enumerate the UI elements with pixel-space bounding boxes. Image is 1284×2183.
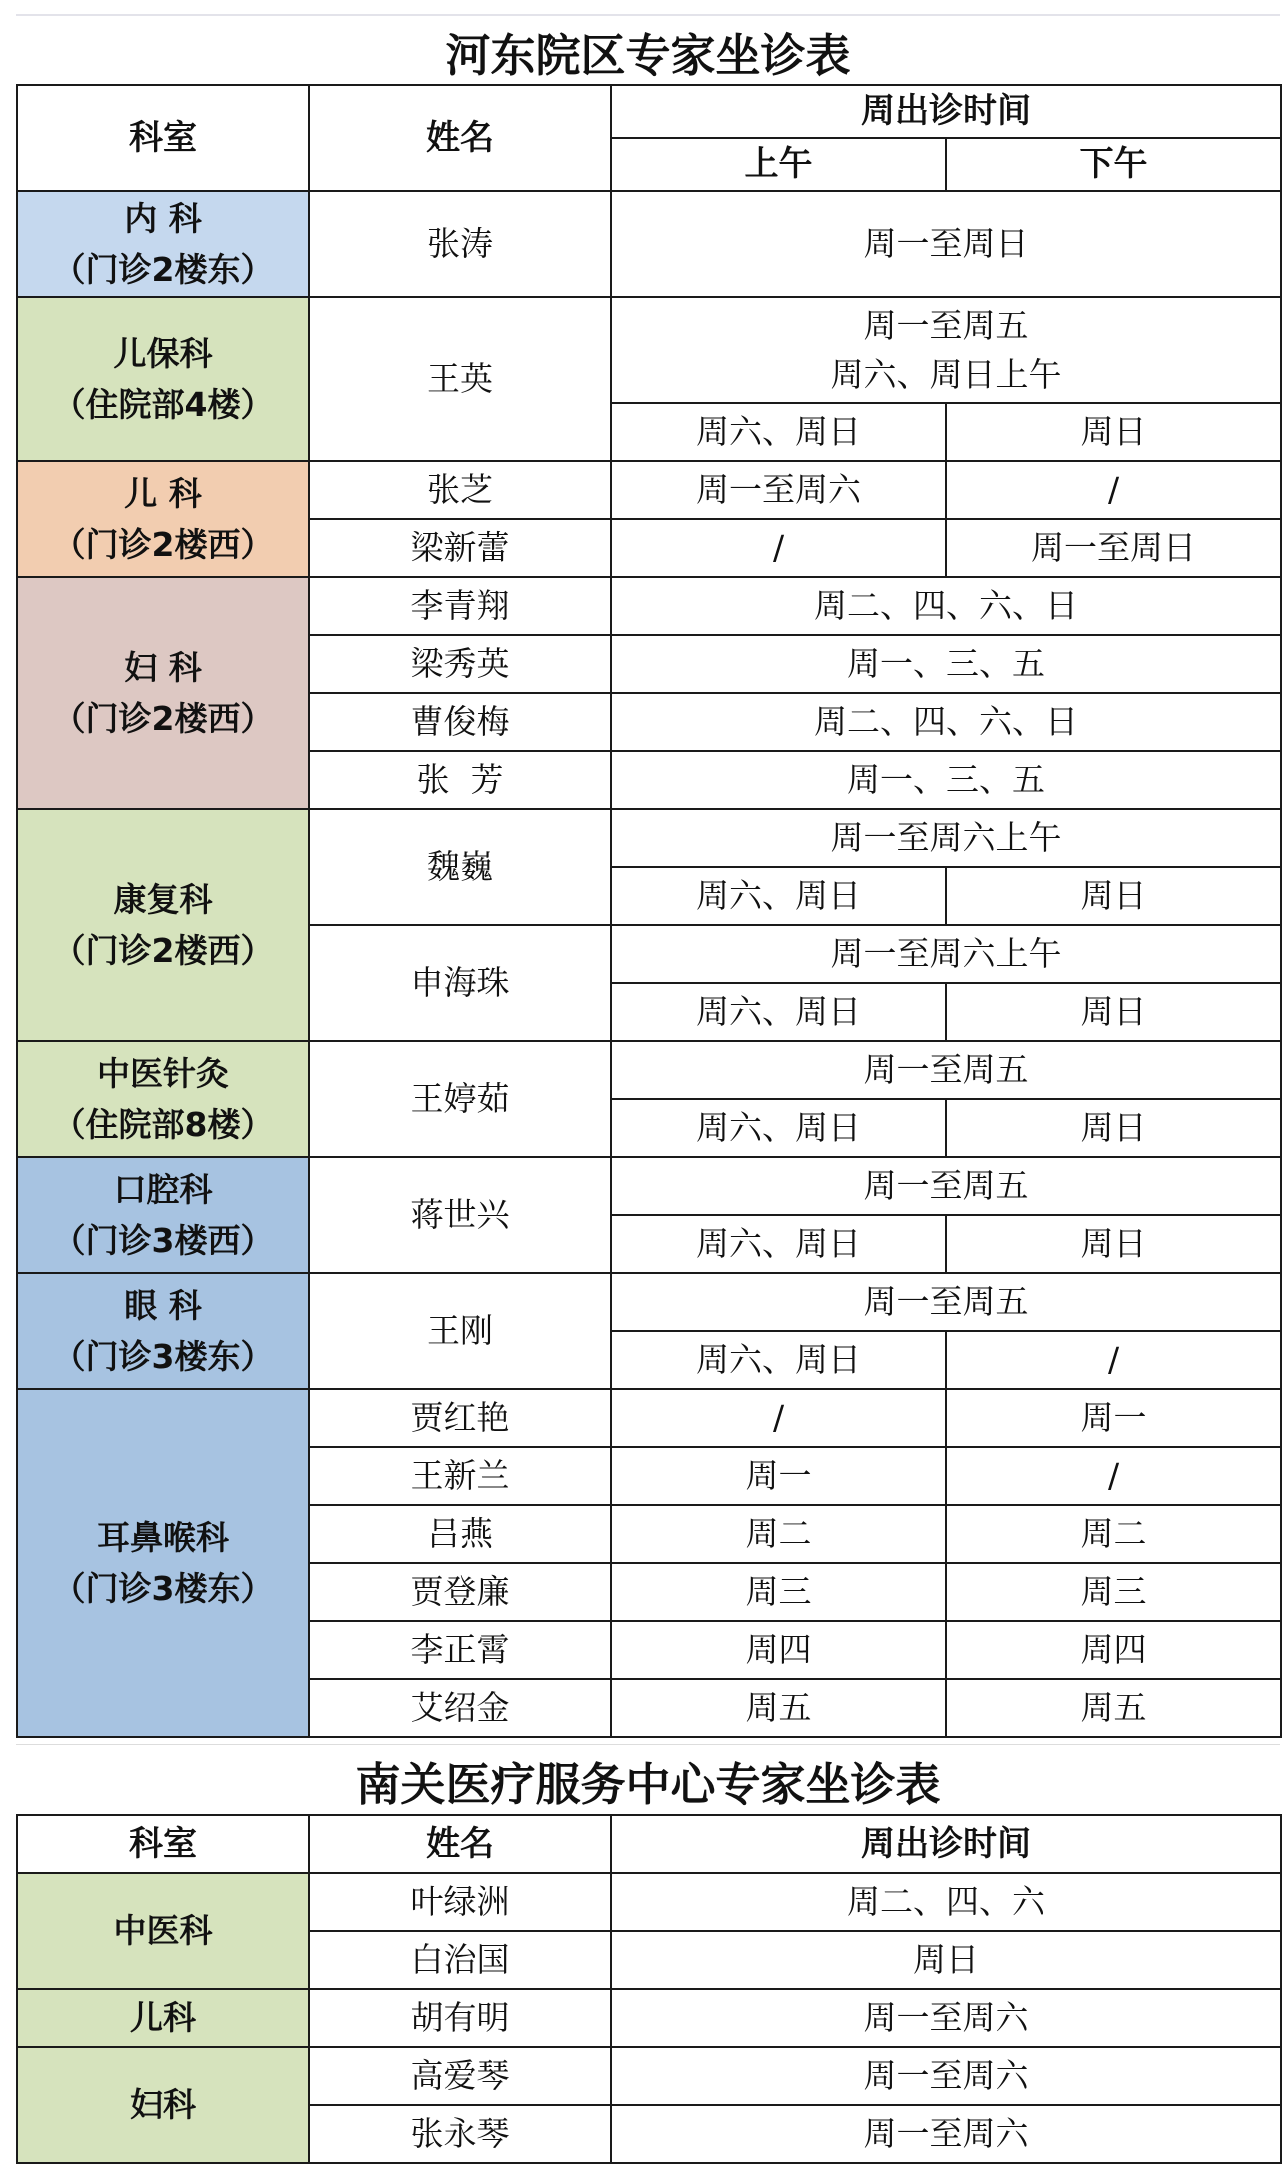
header-dept: 科室 xyxy=(17,1815,309,1873)
schedule-cell: 周一至周五 xyxy=(611,1041,1281,1099)
table-row xyxy=(17,461,1281,519)
dept-cell xyxy=(17,297,309,461)
pm-cell: 周日 xyxy=(946,983,1281,1041)
doctor-name: 梁秀英 xyxy=(309,635,611,693)
hedong-schedule-table xyxy=(16,84,1282,1738)
table-row xyxy=(17,1273,1281,1331)
table-row xyxy=(17,577,1281,635)
am-cell: / xyxy=(611,519,946,577)
table-row xyxy=(17,1873,1281,1931)
schedule-cell: 周一至周日 xyxy=(611,191,1281,297)
header-name: 姓名 xyxy=(309,1815,611,1873)
dept-location: （门诊2楼西） xyxy=(52,699,274,738)
schedule-cell: 周一至周五 xyxy=(611,1273,1281,1331)
dept-cell xyxy=(17,191,309,297)
table-row xyxy=(17,809,1281,867)
schedule-line: 周一至周五 xyxy=(863,305,1029,345)
schedule-cell: 周一、三、五 xyxy=(611,751,1281,809)
am-cell: 周三 xyxy=(611,1563,946,1621)
doctor-name: 吕燕 xyxy=(309,1505,611,1563)
am-cell: 周四 xyxy=(611,1621,946,1679)
pm-cell: / xyxy=(946,1447,1281,1505)
header-row xyxy=(17,1815,1281,1873)
am-cell: 周五 xyxy=(611,1679,946,1737)
am-cell: / xyxy=(611,1389,946,1447)
doctor-name: 梁新蕾 xyxy=(309,519,611,577)
dept-name: 儿保科 xyxy=(113,333,213,373)
pm-cell: / xyxy=(946,461,1281,519)
doctor-name: 张永琴 xyxy=(309,2105,611,2163)
doctor-name: 白治国 xyxy=(309,1931,611,1989)
header-name: 姓名 xyxy=(309,85,611,191)
doctor-name: 李青翔 xyxy=(309,577,611,635)
table-row xyxy=(17,1041,1281,1099)
doctor-name: 王新兰 xyxy=(309,1447,611,1505)
schedule-line: 周六、周日上午 xyxy=(830,355,1062,394)
pm-cell: 周日 xyxy=(946,867,1281,925)
header-pm: 下午 xyxy=(946,138,1281,191)
schedule-cell: 周一至周五 xyxy=(611,1157,1281,1215)
doctor-name: 张芝 xyxy=(309,461,611,519)
header-row xyxy=(17,85,1281,138)
am-cell: 周一至周六 xyxy=(611,461,946,519)
dept-location: （门诊2楼西） xyxy=(52,525,274,564)
dept-name: 内 科 xyxy=(124,198,202,238)
am-cell: 周二 xyxy=(611,1505,946,1563)
doctor-name: 艾绍金 xyxy=(309,1679,611,1737)
dept-cell xyxy=(17,809,309,1041)
am-cell: 周六、周日 xyxy=(611,1215,946,1273)
pm-cell: 周日 xyxy=(946,1215,1281,1273)
doctor-name: 王英 xyxy=(309,297,611,461)
doctor-name: 高爱琴 xyxy=(309,2047,611,2105)
table-row xyxy=(17,1389,1281,1447)
header-time: 周出诊时间 xyxy=(611,1815,1281,1873)
schedule-title-nanguan: 南关医疗服务中心专家坐诊表 xyxy=(16,1744,1280,1815)
pm-cell: 周五 xyxy=(946,1679,1281,1737)
dept-name: 口腔科 xyxy=(113,1169,213,1209)
schedule-cell: 周二、四、六、日 xyxy=(611,693,1281,751)
dept-name: 中医针灸 xyxy=(97,1053,229,1093)
schedule-cell: 周二、四、六 xyxy=(611,1873,1281,1931)
pm-cell: 周日 xyxy=(946,403,1281,461)
dept-name: 儿 科 xyxy=(124,473,202,513)
dept-name: 耳鼻喉科 xyxy=(97,1517,229,1557)
doctor-name: 贾登廉 xyxy=(309,1563,611,1621)
table-row xyxy=(17,297,1281,403)
schedule-cell: 周日 xyxy=(611,1931,1281,1989)
header-dept: 科室 xyxy=(17,85,309,191)
pm-cell: 周一至周日 xyxy=(946,519,1281,577)
dept-cell xyxy=(17,577,309,809)
schedule-cell: 周一至周六上午 xyxy=(611,925,1281,983)
doctor-name: 魏巍 xyxy=(309,809,611,925)
doctor-name: 王刚 xyxy=(309,1273,611,1389)
nanguan-schedule-table xyxy=(16,1814,1282,2164)
am-cell: 周六、周日 xyxy=(611,867,946,925)
doctor-name: 叶绿洲 xyxy=(309,1873,611,1931)
schedule-title-hedong: 河东院区专家坐诊表 xyxy=(16,14,1280,86)
pm-cell: 周四 xyxy=(946,1621,1281,1679)
doctor-name: 张 芳 xyxy=(309,751,611,809)
dept-location: （住院部4楼） xyxy=(52,385,274,424)
dept-name: 康复科 xyxy=(113,879,213,919)
schedule-cell: 周一至周六上午 xyxy=(611,809,1281,867)
schedule-cell: 周一至周六 xyxy=(611,2047,1281,2105)
doctor-name: 李正霄 xyxy=(309,1621,611,1679)
schedule-cell: 周一、三、五 xyxy=(611,635,1281,693)
dept-location: （门诊2楼西） xyxy=(52,931,274,970)
dept-cell xyxy=(17,1273,309,1389)
doctor-name: 曹俊梅 xyxy=(309,693,611,751)
dept-location: （门诊3楼西） xyxy=(52,1221,274,1260)
pm-cell: 周一 xyxy=(946,1389,1281,1447)
pm-cell: / xyxy=(946,1331,1281,1389)
dept-name: 眼 科 xyxy=(124,1285,202,1325)
dept-cell xyxy=(17,1041,309,1157)
pm-cell: 周二 xyxy=(946,1505,1281,1563)
table-row xyxy=(17,1157,1281,1215)
dept-location: （门诊3楼东） xyxy=(52,1569,274,1608)
pm-cell: 周三 xyxy=(946,1563,1281,1621)
dept-cell xyxy=(17,461,309,577)
dept-location: （住院部8楼） xyxy=(52,1105,274,1144)
dept-location: （门诊3楼东） xyxy=(52,1337,274,1376)
header-am: 上午 xyxy=(611,138,946,191)
doctor-name: 胡有明 xyxy=(309,1989,611,2047)
am-cell: 周六、周日 xyxy=(611,1331,946,1389)
am-cell: 周一 xyxy=(611,1447,946,1505)
dept-cell xyxy=(17,1157,309,1273)
dept-cell: 儿科 xyxy=(17,1989,309,2047)
dept-name: 妇 科 xyxy=(124,647,202,687)
schedule-cell: 周一至周六 xyxy=(611,2105,1281,2163)
am-cell: 周六、周日 xyxy=(611,1099,946,1157)
table-row xyxy=(17,1989,1281,2047)
dept-cell: 中医科 xyxy=(17,1873,309,1989)
doctor-name: 申海珠 xyxy=(309,925,611,1041)
doctor-name: 张涛 xyxy=(309,191,611,297)
am-cell: 周六、周日 xyxy=(611,403,946,461)
doctor-name: 贾红艳 xyxy=(309,1389,611,1447)
doctor-name: 蒋世兴 xyxy=(309,1157,611,1273)
table-row xyxy=(17,2047,1281,2105)
table-row xyxy=(17,191,1281,297)
dept-location: （门诊2楼东） xyxy=(52,250,274,289)
dept-cell: 妇科 xyxy=(17,2047,309,2163)
dept-cell xyxy=(17,1389,309,1737)
header-time: 周出诊时间 xyxy=(611,85,1281,138)
schedule-cell: 周一至周六 xyxy=(611,1989,1281,2047)
doctor-name: 王婷茹 xyxy=(309,1041,611,1157)
am-cell: 周六、周日 xyxy=(611,983,946,1041)
schedule-cell: 周二、四、六、日 xyxy=(611,577,1281,635)
pm-cell: 周日 xyxy=(946,1099,1281,1157)
schedule-cell xyxy=(611,297,1281,403)
